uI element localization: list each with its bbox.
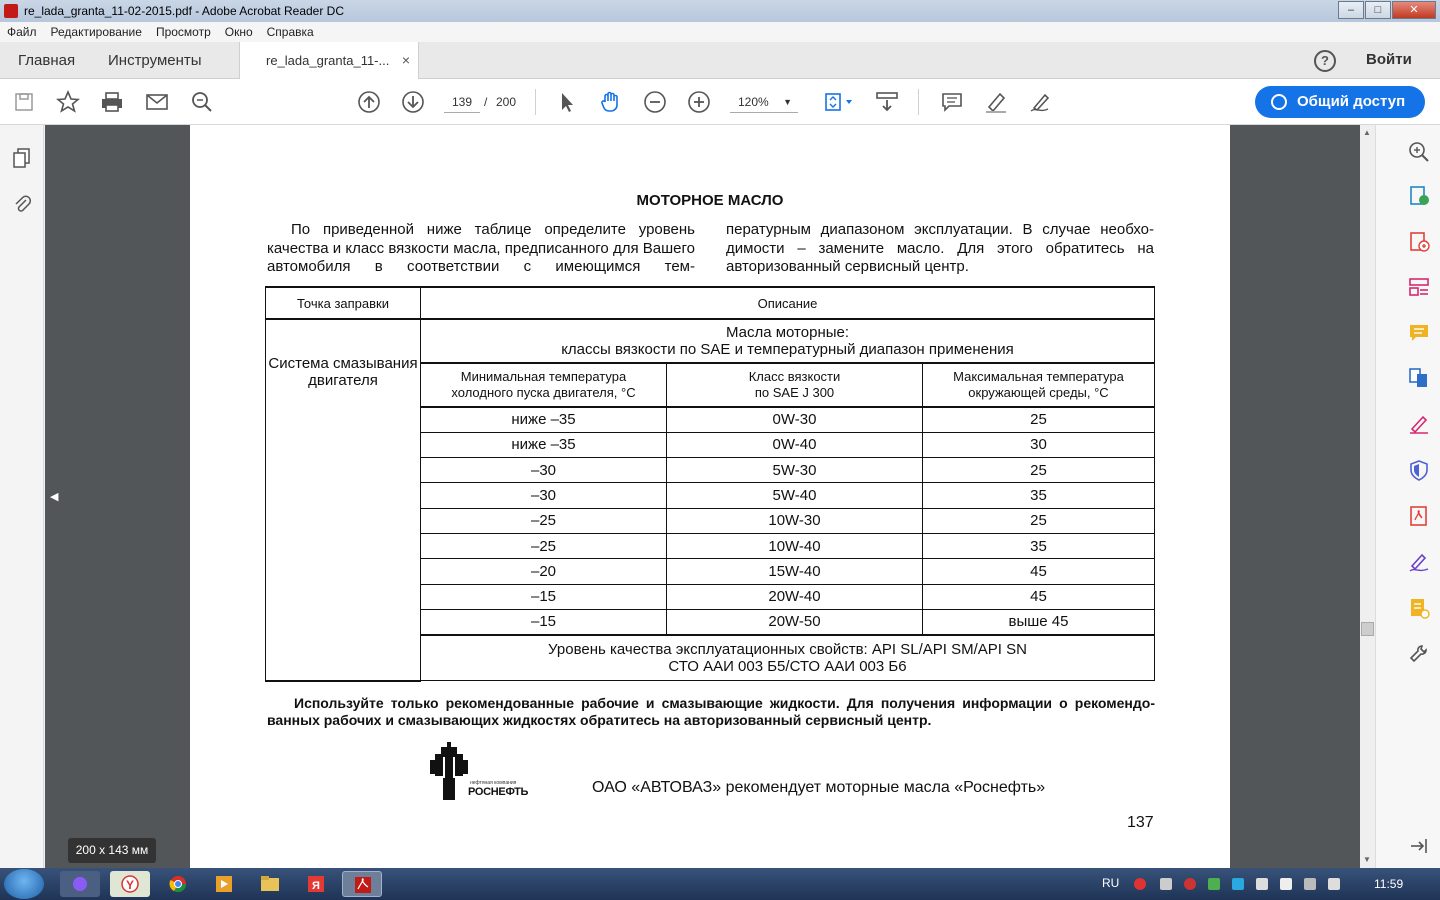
intro-text-right: пературным диапазоном эксплуатации. В случае необхо-димости – замените масло. Для этого обратитесь на авторизованный сервисный центр. xyxy=(726,221,1154,275)
maximize-button[interactable]: □ xyxy=(1365,1,1391,19)
enhance-scan-icon[interactable] xyxy=(1408,141,1430,163)
signin-button[interactable]: Войти xyxy=(1366,51,1412,68)
add-person-icon xyxy=(1271,94,1287,110)
tab-close-icon[interactable]: × xyxy=(401,52,410,68)
page-number-input[interactable]: 139 xyxy=(444,91,480,113)
menu-window[interactable]: Окно xyxy=(224,25,253,39)
logo-wordmark: РОСНЕФТЬ xyxy=(468,786,529,798)
page-fit-icon[interactable] xyxy=(822,90,856,114)
page-down-icon[interactable] xyxy=(401,90,425,114)
cell-max-temp: 45 xyxy=(923,559,1155,584)
taskbar-app-alice[interactable] xyxy=(60,871,100,897)
page-total: 200 xyxy=(496,95,517,109)
quality-level-line: Уровень качества эксплуатационных свойств: API SL/API SM/API SN xyxy=(548,640,1027,658)
cell-min-temp: –15 xyxy=(421,584,667,609)
quality-level-cell xyxy=(421,635,1155,681)
oil-table xyxy=(265,286,1155,682)
cell-max-temp: 45 xyxy=(923,584,1155,609)
cell-viscosity: 20W-50 xyxy=(667,609,923,634)
cell-viscosity: 0W-40 xyxy=(667,432,923,457)
volume-icon[interactable] xyxy=(1328,878,1340,890)
cell-viscosity: 20W-40 xyxy=(667,584,923,609)
collapse-pane-icon[interactable] xyxy=(1408,835,1430,857)
column-header-line: Класс вязкости xyxy=(748,369,841,384)
clock[interactable]: 11:59 xyxy=(1374,877,1404,891)
table-subtitle-line: Масла моторные: xyxy=(725,324,850,341)
column-header-line: Минимальная температура xyxy=(460,369,627,384)
toolbar xyxy=(0,79,1440,125)
scroll-mode-icon[interactable] xyxy=(875,90,899,114)
yandex-tray-icon[interactable] xyxy=(1134,878,1146,890)
cell-max-temp: 25 xyxy=(923,508,1155,533)
cell-viscosity: 15W-40 xyxy=(667,559,923,584)
zoom-out-icon[interactable] xyxy=(643,90,667,114)
rosneft-logo xyxy=(430,742,550,802)
windows-taskbar xyxy=(0,868,1440,900)
collapse-left-icon[interactable]: ◀ xyxy=(50,491,59,503)
chevron-down-icon: ▼ xyxy=(783,97,792,107)
search-icon[interactable] xyxy=(190,90,214,114)
cell-viscosity: 5W-30 xyxy=(667,458,923,483)
column-header-line: по SAE J 300 xyxy=(754,385,835,400)
select-cursor-icon[interactable] xyxy=(555,90,579,114)
organize-pages-icon[interactable] xyxy=(1408,367,1430,389)
menu-file[interactable]: Файл xyxy=(7,25,37,39)
window-title: re_lada_granta_11-02-2015.pdf - Adobe Acrobat Reader DC xyxy=(24,4,344,18)
cell-max-temp: 25 xyxy=(923,407,1155,432)
comment-icon[interactable] xyxy=(940,90,964,114)
keyboard-language[interactable]: RU xyxy=(1102,876,1120,890)
pdf-page xyxy=(190,125,1230,868)
print-icon[interactable] xyxy=(100,90,124,114)
protect-icon[interactable] xyxy=(1408,459,1430,481)
tab-home[interactable]: Главная xyxy=(18,52,76,69)
page-up-icon[interactable] xyxy=(357,90,381,114)
tab-document-label: re_lada_granta_11-... xyxy=(266,53,390,68)
zoom-in-icon[interactable] xyxy=(687,90,711,114)
send-for-signature-icon[interactable] xyxy=(1408,551,1430,573)
table-header-description: Описание xyxy=(421,287,1155,319)
cell-max-temp: 25 xyxy=(923,458,1155,483)
send-track-icon[interactable] xyxy=(1408,597,1430,619)
tab-document[interactable] xyxy=(239,42,419,80)
vertical-scrollbar[interactable] xyxy=(1360,125,1375,868)
export-pdf-icon[interactable] xyxy=(1408,185,1430,207)
more-tools-icon[interactable] xyxy=(1408,643,1430,665)
page-size-indicator: 200 x 143 мм xyxy=(68,838,156,863)
cell-max-temp: выше 45 xyxy=(923,609,1155,634)
acrobat-icon xyxy=(4,4,18,18)
quality-level-line: СТО ААИ 003 Б5/СТО ААИ 003 Б6 xyxy=(668,657,907,675)
tools-tray-icon[interactable] xyxy=(1256,878,1268,890)
cell-max-temp: 35 xyxy=(923,483,1155,508)
fluids-note: Используйте только рекомендованные рабочие и смазывающие жидкости. Для получения информации о рекомендо-ванных рабочих и смазывающих жидкостях обратитесь на авторизованный сервисный центр. xyxy=(267,695,1155,728)
scrollbar-thumb[interactable] xyxy=(1361,622,1374,636)
logo-small-text: нефтяная компания xyxy=(470,780,517,786)
intro-text-left: По приведенной ниже таблице определите уровень качества и класс вязкости масла, предписанного для Вашего автомобиля в соответствии с имеющимся тем- xyxy=(267,221,695,275)
svg-text:Я: Я xyxy=(312,880,320,892)
page-separator: / xyxy=(484,95,488,109)
star-icon[interactable] xyxy=(56,90,80,114)
toolbar-divider xyxy=(918,89,919,115)
table-subtitle-line: классы вязкости по SAE и температурный диапазон применения xyxy=(561,341,1014,358)
tab-tools[interactable]: Инструменты xyxy=(108,52,202,69)
taskbar-app-media[interactable] xyxy=(204,871,244,897)
security-tray-icon[interactable] xyxy=(1208,878,1220,890)
email-icon[interactable] xyxy=(145,90,169,114)
page-title: МОТОРНОЕ МАСЛО xyxy=(636,192,784,209)
window-controls xyxy=(1337,1,1436,19)
left-nav-panel xyxy=(0,125,44,868)
column-header-line: холодного пуска двигателя, °С xyxy=(451,385,636,400)
cell-min-temp: –25 xyxy=(421,533,667,558)
taskbar-app-acrobat[interactable] xyxy=(342,871,382,897)
taskbar-app-yandex-browser[interactable] xyxy=(110,871,150,897)
share-label: Общий доступ xyxy=(1297,93,1406,110)
column-header-min-temp xyxy=(421,363,667,407)
start-button[interactable] xyxy=(4,869,44,899)
network-adapter-tray-icon[interactable] xyxy=(1232,878,1244,890)
window-titlebar xyxy=(0,0,1440,22)
svg-text:Y: Y xyxy=(126,878,135,892)
menu-view[interactable]: Просмотр xyxy=(155,25,211,39)
save-icon[interactable] xyxy=(12,90,36,114)
page-thumbnails-icon[interactable] xyxy=(12,147,32,169)
menu-edit[interactable]: Редактирование xyxy=(50,25,142,39)
create-pdf-icon[interactable] xyxy=(1408,231,1430,253)
comment-tool-icon[interactable] xyxy=(1408,322,1430,344)
cell-viscosity: 10W-40 xyxy=(667,533,923,558)
zoom-value: 120% xyxy=(738,95,769,109)
edit-pdf-icon[interactable] xyxy=(1408,276,1430,298)
acrobat-pdf-icon[interactable] xyxy=(1408,505,1430,527)
cell-min-temp: –20 xyxy=(421,559,667,584)
tab-bar xyxy=(0,42,1440,79)
taskbar-app-yandex[interactable] xyxy=(296,871,336,897)
close-button[interactable]: ✕ xyxy=(1392,1,1436,19)
menu-help[interactable]: Справка xyxy=(266,25,314,39)
cell-min-temp: –25 xyxy=(421,508,667,533)
cell-max-temp: 30 xyxy=(923,432,1155,457)
cell-min-temp: –15 xyxy=(421,609,667,634)
scroll-up-icon[interactable]: ▲ xyxy=(1363,128,1371,137)
table-header-point: Точка заправки xyxy=(266,287,421,319)
right-tools-pane xyxy=(1375,125,1440,868)
rosneft-emblem-icon xyxy=(430,742,470,800)
cell-min-temp: ниже –35 xyxy=(421,407,667,432)
lock-tray-icon[interactable] xyxy=(1160,878,1172,890)
toolbar-divider xyxy=(535,89,536,115)
table-subtitle xyxy=(421,319,1155,363)
printed-page-number: 137 xyxy=(1127,814,1154,831)
column-header-viscosity xyxy=(667,363,923,407)
flag-tray-icon[interactable] xyxy=(1280,878,1292,890)
display-tray-icon[interactable] xyxy=(1304,878,1316,890)
cell-viscosity: 5W-40 xyxy=(667,483,923,508)
sign-icon[interactable] xyxy=(1028,90,1052,114)
highlight-pen-icon[interactable] xyxy=(984,90,1008,114)
help-icon[interactable]: ? xyxy=(1314,50,1336,72)
cell-max-temp: 35 xyxy=(923,533,1155,558)
cell-viscosity: 10W-30 xyxy=(667,508,923,533)
taskbar-app-explorer[interactable] xyxy=(250,871,290,897)
recommendation-text: ОАО «АВТОВАЗ» рекомендует моторные масла «Роснефть» xyxy=(592,779,1046,796)
cell-viscosity: 0W-30 xyxy=(667,407,923,432)
column-header-line: окружающей среды, °С xyxy=(968,385,1109,400)
zoom-select[interactable] xyxy=(730,91,798,113)
cell-min-temp: –30 xyxy=(421,483,667,508)
column-header-max-temp xyxy=(923,363,1155,407)
scroll-down-icon[interactable]: ▼ xyxy=(1363,855,1371,864)
alert-tray-icon[interactable] xyxy=(1184,878,1196,890)
share-button[interactable] xyxy=(1255,86,1425,118)
menu-bar xyxy=(0,22,1440,42)
column-header-line: Максимальная температура xyxy=(953,369,1124,384)
cell-min-temp: –30 xyxy=(421,458,667,483)
minimize-button[interactable]: – xyxy=(1338,1,1364,19)
table-cell-fill-point: Система смазывания двигателя xyxy=(266,319,421,681)
fill-sign-icon[interactable] xyxy=(1408,413,1430,435)
cell-min-temp: ниже –35 xyxy=(421,432,667,457)
hand-tool-icon[interactable] xyxy=(599,90,623,114)
attachment-icon[interactable] xyxy=(12,193,32,215)
taskbar-app-chrome[interactable] xyxy=(158,871,198,897)
